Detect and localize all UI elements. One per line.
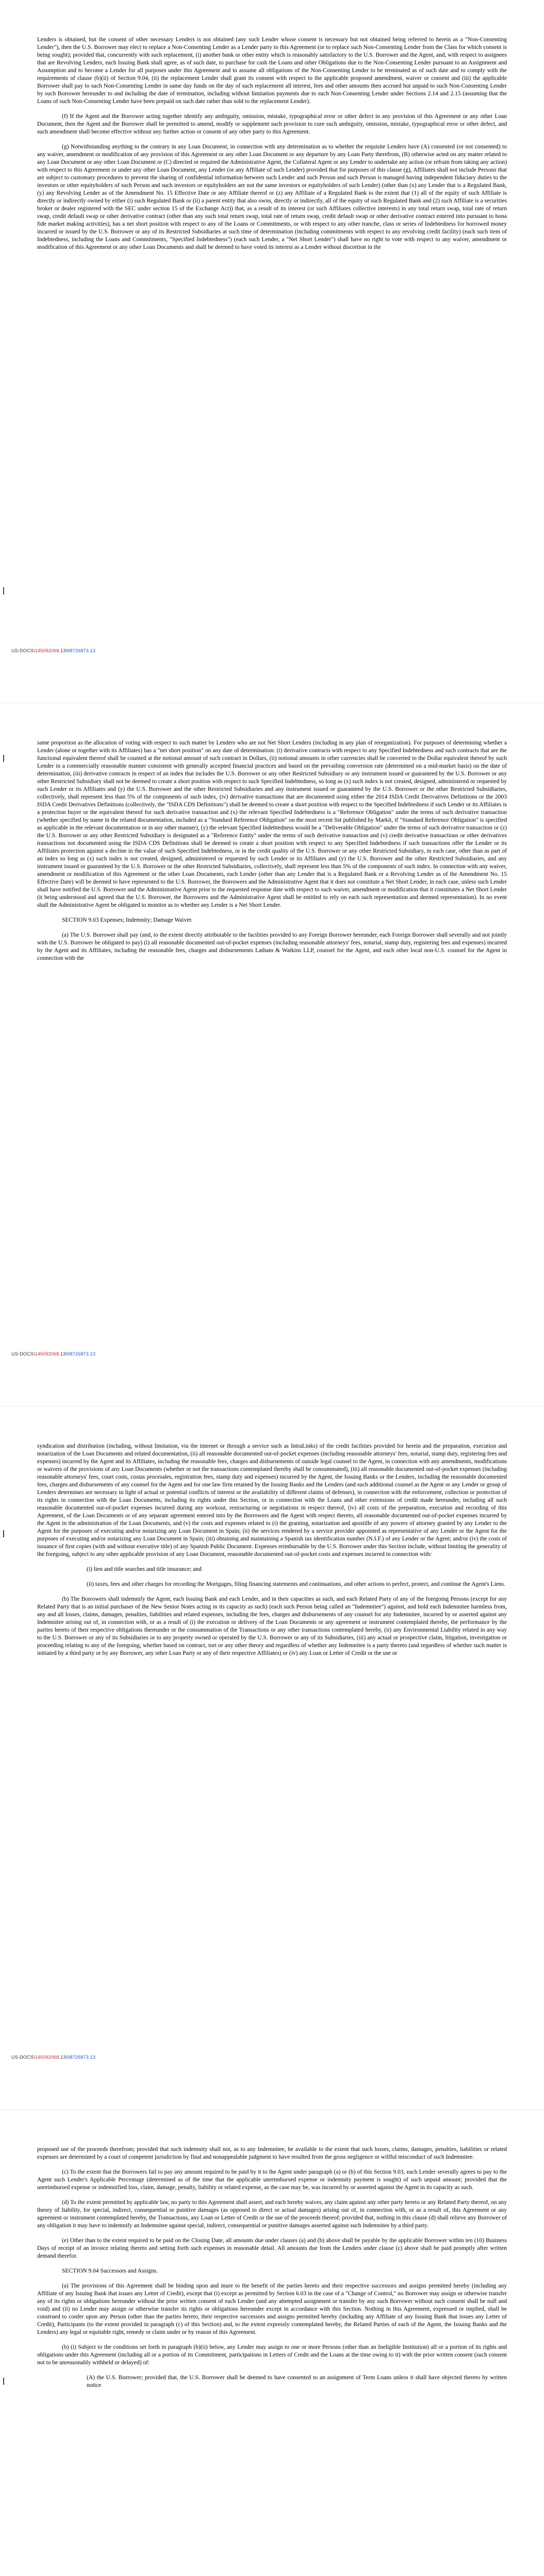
change-bar (3, 1530, 4, 1537)
page-body (37, 2146, 507, 2397)
paragraph: (a) The provisions of this Agreement shall be binding upon and inure to the benefit of the parties hereto and their respective successors and assigns permitted hereby (including any Affiliate of any Issuing Bank that issues any Letter of Credit), except that (i) except as permitted by Section 6.03 in the case of a "Change of Control," no Borrower may assign or otherwise transfer any of its rights or obligations hereunder without the prior written consent of each Lender (and any attempted assignment or transfer by any such Borrower without such consent shall be null and void) and (ii) no Lender may assign or otherwise transfer its rights or obligations hereunder except in accordance with this Section. Nothing in this Agreement, expressed or implied, shall be construed to confer upon any Person (other than the parties hereto, their respective successors and assigns permitted hereby (including any Affiliate of any Issuing Bank that issues any Letter of Credit), Participants (to the extent provided in paragraph (c) of this Section) and, to the extent expressly contemplated hereby, the Related Parties of each of the Agent, the Issuing Banks and the Lenders) any legal or equitable right, remedy or claim under or by reason of this Agreement. (37, 2283, 507, 2335)
document-page-4 (0, 2110, 544, 2576)
footer-docnum: 145092068 (35, 2055, 59, 2060)
change-bar (3, 2378, 4, 2385)
paragraph: (g) Notwithstanding anything to the contrary in any Loan Document, in connection with any determination as to whether the requisite Lenders have (A) consented (or not consented) to any waiver, amendment or modification of any provision of this Agreement or any other Loan Document or any departure by any Loan Party therefrom, (B) otherwise acted on any matter related to any Loan Document or any other Loan Document or (C) directed or required the Administrative Agent, the Collateral Agent or any Lender to undertake any action (or refrain from taking any action) with respect to this Agreement or under any other Loan Document, any Lender (or any Affiliate of such Lender) provided that for purposes of this clause (g), Affiliates shall not include Persons that are subject to customary procedures to prevent the sharing of confidential information between such Lender and such Person and such Person is managed having independent fiduciary duties to the investors or other equityholders of such Person and such investors or equityholders are not the same investors or equityholders of such Lender) (other than (x) any Lender that is a Regulated Bank, (y) any Revolving Lender as of the Amendment No. 15 Effective Date or any Affiliate thereof or (z) any Affiliate of a Regulated Bank to the extent that (1) all of the equity of such Affiliate is directly or indirectly owned by either (i) such Regulated Bank or (ii) a parent entity that also owns, directly or indirectly, all of the equity of such Regulated Bank and (2) such Affiliate is a securities broker or dealer registered with the SEC under section 15 of the Exchange Act)) that, as a result of its interest (or such Affiliates collective interests) in any total return swap, total rate of return swap, credit default swap or other derivative contract (other than any such total return swap, total rate of return swap, credit default swap or other derivative contract entered into pursuant to bona fide market making activities), has a net short position with respect to any of the Loans or Commitments, or with respect to any other tranche, class or series of Indebtedness for borrowed money incurred or issued by the U.S. Borrower or any of its Restricted Subsidiaries at such time of determination (including commitments with respect to any revolving credit facility) (each such item of Indebtedness, including the Loans and Commitments, "Specified Indebtedness") (each such Lender, a "Net Short Lender") shall have no right to vote with respect to any waiver, amendment or modification of this Agreement or any other Loan Documents and shall be deemed to have voted its interest as a Lender without discretion in the (37, 144, 507, 250)
footer-separator: \ (65, 2055, 68, 2060)
page-footer (11, 2055, 95, 2060)
footer-client: 98726873.13 (67, 1351, 96, 1357)
footer-separator: \ (65, 648, 68, 653)
paragraph: proposed use of the proceeds therefrom; provided that such indemnity shall not, as to any Indemnitee, be available to the extent that such losses, claims, damages, penalties, liabilities or related expenses are determined by a court of competent jurisdiction by final and nonappealable judgment to have resulted from the gross negligence or willful misconduct of such Indemnitee. (37, 2146, 507, 2160)
footer-docnum: 145092068 (35, 648, 59, 653)
paragraph: (b) (i) Subject to the conditions set forth in paragraph (b)(ii) below, any Lender may assign to one or more Persons (other than an Ineligible Institution) all or a portion of its rights and obligations under this Agreement (including all or a portion of its Commitment, participations in Letters of Credit and the Loans at the time owing to it) with the prior written consent (such consent not to be unreasonably withheld or delayed) of: (37, 2344, 507, 2366)
section-heading: SECTION 9.03 Expenses; Indemnity; Damage Waiver. (62, 917, 193, 923)
paragraph: (c) To the extent that the Borrowers fail to pay any amount required to be paid by it to the Agent under paragraph (a) or (b) of this Section 9.03, each Lender severally agrees to pay to the Agent such Lender's Applicable Percentage (determined as of the time that the applicable unreimbursed expense or indemnity payment is sought) of such unpaid amount; provided that the unreimbursed expense or indemnified loss, claim, damage, penalty, liability or related expense, as the case may be, was incurred by or asserted against the Agent in its capacity as such. (37, 2169, 507, 2191)
page-footer (11, 1351, 95, 1357)
paragraph: (a) The U.S. Borrower shall pay (and, to the extent directly attributable to the facilities provided to any Foreign Borrower hereunder, each Foreign Borrower shall severally and not jointly with the U.S. Borrower be obligated to pay) (i) all reasonable documented out-of-pocket expenses (including reasonable attorneys' fees, notarial, stamp duty, registering fees and expenses) incurred by the Agent and its Affiliates, including the reasonable fees, charges and disbursements Latham & Watkins LLP, counsel for the Agent, and each other local non-U.S. counsel for the Agent in connection with the (37, 932, 507, 961)
paragraph: (f) If the Agent and the Borrower acting together identify any ambiguity, omission, mistake, typographical error or other defect in any provision of this Agreement or any other Loan Document, then the Agent and the Borrower shall be permitted to amend, modify or supplement such provision to cure such ambiguity, omission, mistake, typographical error or other defect, and such amendment shall become effective without any further action or consent of any other party to this Agreement. (37, 113, 507, 135)
footer-client: 98726873.13 (67, 648, 96, 653)
footer-suffix: .13 (59, 1351, 66, 1357)
footer-prefix: US-DOCS\ (11, 648, 35, 653)
paragraph: syndication and distribution (including, without limitation, via the internet or through a service such as IntraLinks) of the credit facilities provided for herein and the preparation, execution and notarization of the Loan Documents and related documentation, (ii) all reasonable documented out-of-pocket expenses (including reasonable attorneys' fees, notarial, stamp duty, registering fees and expenses) incurred by the Agent and its Affiliates, including the reasonable fees, charges and disbursements of outside legal counsel to the Agent, in connection with any amendments, modifications or waivers of the provisions of any Loan Documents (whether or not the transactions contemplated thereby shall be consummated), (iii) all reasonable documented out-of-pocket expenses (including reasonable attorneys' fees, court costs, costas procesales, registration fees, stamp duty and expenses) incurred by the Agent, the Issuing Banks or the Lenders, including the reasonable documented fees, charges and disbursements of any counsel for the Agent and for one law firm retained by the Issuing Banks and the Lenders (and such additional counsel as the Agent or any Lender or group of Lenders determines are necessary in light of actual or potential conflicts of interest or the availability of different claims of defenses), in connection with the enforcement, collection or protection of its rights in connection with the Loan Documents, including its rights under this Section, or in connection with the Loans and other extensions of credit made hereunder, including all such reasonable documented out-of-pocket expenses incurred during any workout, restructuring or negotiations in respect thereof, (iv) all costs of the preparation, execution and recording of this Agreement, of the Loan Documents or of any separate agreement entered into by the Borrowers and the Agent with respect thereto, all reasonable documented out-of-pocket expenses incurred by the Agent in the administration of the Loan Documents, and (v) the costs and expenses related to (i) the granting, notarization and apostille of any powers of attorney granted by any Lender to the Agent for the purposes of executing and/or notarizing any Loan Document in Spain; (ii) the services rendered by a service provider appointed as representative of any Lender or the Agent for the purposes of executing and/or notarizing any Loan Document in Spain; (iii) obtaining and maintaining a Spanish tax identification number (N.I.F.) of any Lender or the Agent; and/or (iv) the costs of issuance of first copies (with and without executive title) of any Spanish Public Document. Expenses reimbursable by the U.S. Borrower under this Section include, without limiting the generality of the foregoing, subject to any other applicable provision of any Loan Document, reasonable documented out-of-pocket costs and expenses incurred in connection with: (37, 1443, 507, 1557)
document-page-2 (0, 703, 544, 1406)
change-bar (3, 755, 4, 762)
footer-suffix: .13 (59, 2055, 66, 2060)
page-body (37, 739, 507, 970)
paragraph: same proportion as the allocation of voting with respect to such matter by Lenders who are not Net Short Lenders (including in any plan of reorganization). For purposes of determining whether a Lender (alone or together with its Affiliates) has a "net short position" on any date of determination: (i) derivative contracts with respect to any Specified Indebtedness and such contracts that are the functional equivalent thereof shall be counted at the notional amount of such contract in Dollars, (ii) notional amounts in other currencies shall be converted to the Dollar equivalent thereof by such Lender in a commercially reasonable manner consistent with generally accepted financial practices and based on the prevailing conversion rate (determined on a mid-market basis) on the date of determination, (iii) derivative contracts in respect of an index that includes the U.S. Borrower or any other Restricted Subsidiary or any instrument issued or guaranteed by the U.S. Borrower or any other Restricted Subsidiary shall not be deemed to create a short position with respect to such Specified Indebtedness, so long as (x) such index is not created, designed, administered or requested by such Lender or its Affiliates and (y) the U.S. Borrower and the other Restricted Subsidiaries and any instrument issued or guaranteed by the U.S. Borrower or the other Restricted Subsidiaries, collectively, shall represent less than 5% of the components of such index, (iv) derivative transactions that are documented using either the 2014 ISDA Credit Derivatives Definitions or the 2003 ISDA Credit Derivatives Definitions (collectively, the "ISDA CDS Definitions") shall be deemed to create a short position with respect to the Specified Indebtedness if such Lender or its Affiliates is a protection buyer or the equivalent thereof for such derivative transaction and (x) the relevant Specified Indebtedness is a "Reference Obligation" under the terms of such derivative transaction (whether specified by name in the related documentation, included as a "Standard Reference Obligation" on the most recent list published by Markit, if "Standard Reference Obligation" is specified as applicable in the relevant documentation or in any other manner), (y) the relevant Specified Indebtedness would be a "Deliverable Obligation" under the terms of such derivative transaction or (z) the U.S. Borrower or any other Restricted Subsidiary is designated as a "Reference Entity" under the terms of such derivative transaction and (v) credit derivative transactions or other derivatives transactions not documented using the ISDA CDS Definitions shall be deemed to create a short position with respect to any Specified Indebtedness if such transactions offer the Lender or its Affiliates protection against a decline in the value of such Specified Indebtedness, or in the credit quality of the U.S. Borrower or any other Restricted Subsidiary, in each case, other than as part of an index so long as (x) such index is not created, designed, administered or requested by such Lender or its Affiliates and (y) the U.S. Borrower and the other Restricted Subsidiaries, and any instrument issued or guaranteed by the U.S. Borrower or the other Restricted Subsidiaries, collectively, shall represent less than 5% of the components of such index. In connection with any waiver, amendment or modification of this Agreement or the other Loan Documents, each Lender (other than any Lender that is a Regulated Bank or a Revolving Lender as of the Amendment No. 15 Effective Date) will be deemed to have represented to the U.S. Borrower, the Borrowers and the Administrative Agent that it does not constitute a Net Short Lender, in each case, unless such Lender shall have notified the U.S. Borrower and the Administrative Agent prior to the requested response date with respect to such waiver, amendment or modification that it constitutes a Net Short Lender (it being understood and agreed that the U.S. Borrower, the Borrowers and the Administrative Agent shall be entitled to rely on each such representation and deemed representation). In no event shall the Administrative Agent be obligated to monitor as to whether any Lender is a Net Short Lender. (37, 740, 507, 908)
footer-suffix: .13 (59, 648, 66, 653)
paragraph: Lenders is obtained, but the consent of other necessary Lenders is not obtained (any such Lender whose consent is necessary but not obtained being referred to herein as a "Non-Consenting Lender"), then the U.S. Borrower may elect to replace a Non-Consenting Lender as a Lender party to this Agreement (or to replace such Non-Consenting Lender from the Class for which consent is being sought); provided that, concurrently with such replacement, (i) another bank or other entity which is reasonably satisfactory to the U.S. Borrower and the Agent, and, with respect to assignees that are Revolving Lenders, each Issuing Bank shall agree, as of such date, to purchase for cash the Loans and other Obligations due to the Non-Consenting Lender pursuant to an Assignment and Assumption and to become a Lender for all purposes under this Agreement and to assume all obligations of the Non-Consenting Lender to be terminated as of such date and to comply with the requirements of clause (b)(ii) of Section 9.04, (ii) the replacement Lender shall grant its consent with respect to the applicable proposed amendment, waiver or consent and (iii) the applicable Borrower shall pay to such Non-Consenting Lender in same day funds on the day of such replacement all interest, fees and other amounts then accrued but unpaid to such Non-Consenting Lender by such Borrower hereunder to and including the date of termination, including without limitation payments due to such Non-Consenting Lender under Sections 2.14 and 2.15 (assuming that the Loans of such Non-Consenting Lender have been prepaid on such date rather than sold to the replacement Lender). (37, 37, 507, 105)
page-footer (11, 648, 95, 653)
paragraph: (d) To the extent permitted by applicable law, no party to this Agreement shall assert, and each hereby waives, any claim against any other party hereto or any Related Party thereof, on any theory of liability, for special, indirect, consequential or punitive damages (as opposed to direct or actual damages) arising out of, in connection with, or as a result of, this Agreement or any agreement or instrument contemplated hereby, the Transactions, any Loan or Letter of Credit or the use of the proceeds thereof; provided that, nothing in this clause (d) shall relieve any Borrower of any obligation it may have to indemnify an Indemnitee against special, indirect, consequential or punitive damages asserted against such Indemnitee by a third party. (37, 2199, 507, 2229)
list-item: (ii) taxes, fees and other charges for recording the Mortgages, filing financing statements and continuations, and other actions to perfect, protect, and continue the Agent's Liens. (87, 1581, 506, 1587)
footer-prefix: US-DOCS\ (11, 1351, 35, 1357)
footer-client: 98726873.13 (67, 2055, 96, 2060)
change-bar (3, 587, 4, 595)
page-body (37, 1443, 507, 1665)
footer-separator: \ (65, 1351, 68, 1357)
list-item: (i) lien and title searches and title insurance; and (87, 1566, 202, 1572)
document-page-1 (0, 0, 544, 703)
paragraph: (e) Other than to the extent required to be paid on the Closing Date, all amounts due under clauses (a) and (b) above shall be payable by the applicable Borrower within ten (10) Business Days of receipt of an invoice relating thereto and setting forth such expenses in reasonable detail. All amounts due from the Lenders under clause (c) above shall be paid promptly after written demand therefor. (37, 2238, 507, 2259)
paragraph: (b) The Borrowers shall indemnify the Agent, each Issuing Bank and each Lender, and in their capacities as such, and each Related Party of any of the foregoing Persons (except for any Related Party that is an initial purchaser of the New Senior Notes acting in its capacity as such) (each such Person being called an "Indemnitee") against, and hold each Indemnitee harmless from, any and all losses, claims, damages, penalties, liabilities and related expenses, including the fees, charges and disbursements of any counsel for any Indemnitee, incurred by or asserted against any Indemnitee arising out of, in connection with, or as a result of (i) the execution or delivery of the Loan Documents or any agreement or instrument contemplated thereby, the performance by the parties hereto of their respective obligations thereunder or the consummation of the Transactions or any other transactions contemplated hereby, (ii) any Environmental Liability related in any way to the U.S. Borrower or any of its Subsidiaries or to any property owned or operated by the U.S. Borrower or any of its Subsidiaries, (iii) any actual or prospective claim, litigation, investigation or proceeding relating to any of the foregoing, whether based on contract, tort or any other theory and regardless of whether any Indemnitee is a party thereto (and regardless of whether such matter is initiated by a third party or by any Borrower, any other Loan Party or any of their respective Affiliates) or (iv) any Loan or Letter of Credit or the use or (37, 1596, 507, 1656)
list-item: (A) the U.S. Borrower; provided that, the U.S. Borrower shall be deemed to have consented to an assignment of Term Loans unless it shall have objected thereto by written notice (87, 2375, 507, 2388)
document-page-3 (0, 1406, 544, 2110)
page-body (37, 36, 507, 259)
footer-docnum: 145092068 (35, 1351, 59, 1357)
footer-prefix: US-DOCS\ (11, 2055, 35, 2060)
section-heading: SECTION 9.04 Successors and Assigns. (62, 2268, 158, 2274)
